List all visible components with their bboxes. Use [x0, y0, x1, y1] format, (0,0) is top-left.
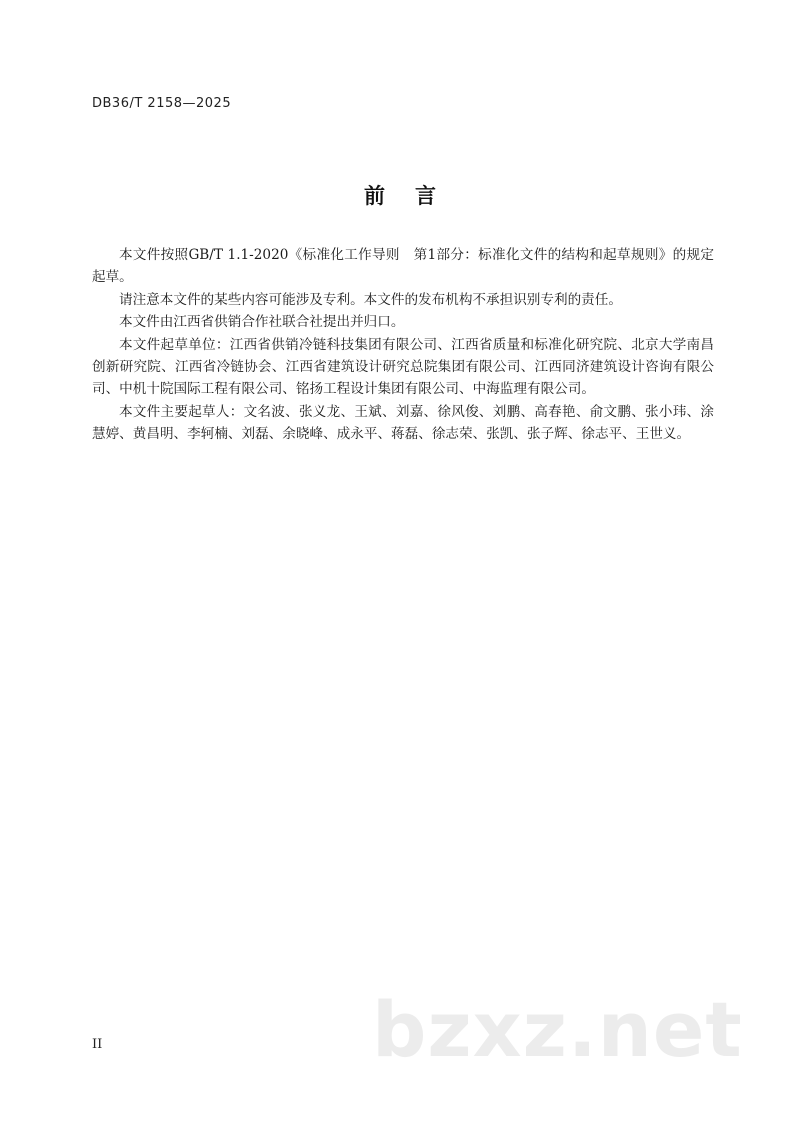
preface-body [92, 244, 714, 446]
paragraph-drafters: 本文件主要起草人：文名波、张义龙、王斌、刘嘉、徐风俊、刘鹏、高春艳、俞文鹏、张小玮、涂慧婷、黄昌明、李轲楠、刘磊、余晓峰、成永平、蒋磊、徐志荣、张凯、张子辉、徐志平、王世义。 [92, 403, 714, 443]
document-code: DB36/T 2158—2025 [92, 96, 232, 111]
page-title: 前言 [364, 184, 466, 208]
page-number: II [92, 1037, 103, 1052]
paragraph-drafting-rules: 本文件按照GB/T 1.1-2020《标准化工作导则 第1部分：标准化文件的结构和起草规则》的规定起草。 [92, 247, 714, 286]
watermark-logo: bzxz.net [372, 985, 743, 1074]
paragraph-patent-notice: 请注意本文件的某些内容可能涉及专利。本文件的发布机构不承担识别专利的责任。 [119, 291, 622, 308]
paragraph-proposer: 本文件由江西省供销合作社联合社提出并归口。 [119, 314, 405, 331]
paragraph-drafting-units: 本文件起草单位：江西省供销冷链科技集团有限公司、江西省质量和标准化研究院、北京大学南昌创新研究院、江西省冷链协会、江西省建筑设计研究总院集团有限公司、江西同济建筑设计咨询有限公司、中机十院国际工程有限公司、铭扬工程设计集团有限公司、中海监理有限公司。 [92, 336, 714, 398]
